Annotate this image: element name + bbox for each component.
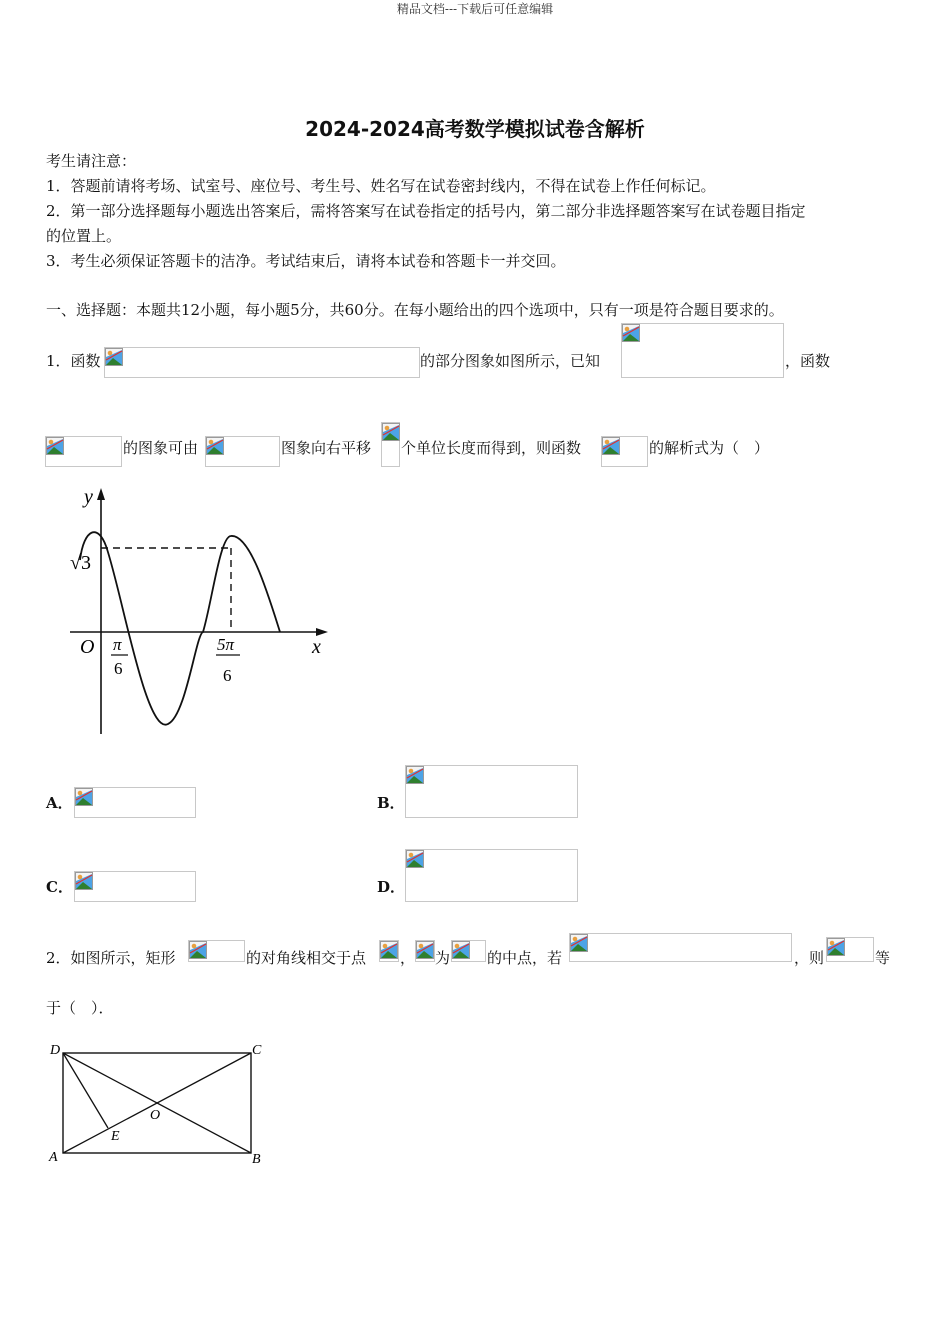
pi-numerator: π — [113, 635, 122, 654]
broken-image-icon — [189, 941, 207, 959]
vertex-c-label: C — [252, 1043, 262, 1058]
vertex-b-label: B — [252, 1152, 261, 1167]
formula-image — [601, 436, 648, 467]
broken-image-icon — [570, 934, 588, 952]
formula-image — [104, 347, 420, 378]
origin-label: O — [80, 636, 95, 658]
option-d-image[interactable] — [405, 849, 578, 902]
sine-curve — [80, 532, 280, 725]
point-e-label: E — [111, 1129, 120, 1144]
x-axis-label: x — [312, 636, 321, 658]
section-heading: 一、选择题：本题共12小题，每小题5分，共60分。在每小题给出的四个选项中，只有一项是符合题目要求的。 — [46, 301, 784, 319]
broken-image-icon — [602, 437, 620, 455]
option-b-image[interactable] — [405, 765, 578, 818]
broken-image-icon — [382, 423, 400, 441]
q2-text-1: 的对角线相交于点 — [246, 949, 367, 967]
vertex-a-label: A — [49, 1150, 58, 1165]
formula-image — [569, 933, 792, 962]
broken-image-icon — [406, 850, 424, 868]
y-axis-arrow — [97, 488, 105, 500]
notice-item-2-cont: 的位置上。 — [46, 227, 122, 245]
q2-text-2: ， — [400, 949, 416, 967]
point-o-label: O — [150, 1108, 161, 1123]
fivepi-numerator: 5π — [217, 635, 235, 654]
broken-image-icon — [622, 324, 640, 342]
q2-text-7: 于（ ）． — [46, 999, 114, 1017]
broken-image-icon — [827, 938, 845, 956]
formula-image — [415, 940, 435, 962]
broken-image-icon — [46, 437, 64, 455]
broken-image-icon — [206, 437, 224, 455]
q1-text-6: 的解析式为（ ） — [649, 439, 770, 457]
notice-heading: 考生请注意： — [46, 152, 137, 170]
option-a-image[interactable] — [74, 787, 196, 818]
q1-text-4: 图象向右平移 — [281, 439, 372, 457]
option-c-label: C． — [46, 878, 73, 896]
formula-image — [826, 937, 874, 962]
q2-text-6: 等 — [875, 949, 891, 967]
option-b-label: B． — [377, 794, 405, 812]
broken-image-icon — [105, 348, 123, 366]
y-axis-label: y — [84, 486, 93, 508]
notice-item-1: 1．答题前请将考场、试室号、座位号、考生号、姓名写在试卷密封线内，不得在试卷上作任何标记。 — [46, 177, 716, 195]
broken-image-icon — [75, 788, 93, 806]
broken-image-icon — [75, 872, 93, 890]
vertex-d-label: D — [50, 1043, 61, 1058]
broken-image-icon — [416, 941, 434, 959]
option-c-image[interactable] — [74, 871, 196, 902]
formula-image — [379, 940, 399, 962]
x-axis-arrow — [316, 628, 328, 636]
q2-text-5: ，则 — [794, 949, 825, 967]
notice-item-2: 2．第一部分选择题每小题选出答案后，需将答案写在试卷指定的括号内，第二部分非选择题答案写在试卷题目指定 — [46, 202, 806, 220]
sine-graph-figure — [60, 484, 335, 736]
formula-image — [381, 422, 400, 467]
q1-text-3: 的图象可由 — [123, 439, 199, 457]
formula-image — [205, 436, 280, 467]
page-watermark-header: 精品文档---下载后可任意编辑 — [396, 2, 554, 16]
formula-image — [188, 940, 245, 962]
formula-image — [45, 436, 122, 467]
rectangle-figure — [44, 1040, 274, 1170]
q1-text-2: ，函数 — [785, 352, 831, 370]
fivepi-denominator: 6 — [223, 666, 232, 685]
q1-text-5: 个单位长度而得到，则函数 — [401, 439, 582, 457]
sqrt3-tick-label: √3 — [70, 552, 91, 574]
notice-item-3: 3．考生必须保证答题卡的洁净。考试结束后，请将本试卷和答题卡一并交回。 — [46, 252, 566, 270]
option-d-label: D． — [377, 878, 406, 896]
broken-image-icon — [452, 941, 470, 959]
formula-image — [621, 323, 784, 378]
q2-text-4: 的中点，若 — [487, 949, 563, 967]
formula-image — [451, 940, 486, 962]
q1-label: 1．函数 — [46, 352, 101, 370]
page-title: 2024-2024高考数学模拟试卷含解析 — [305, 117, 645, 141]
q2-text-3: 为 — [435, 949, 451, 967]
broken-image-icon — [406, 766, 424, 784]
broken-image-icon — [380, 941, 398, 959]
option-a-label: A． — [46, 794, 73, 812]
pi-denominator: 6 — [114, 659, 123, 678]
q2-label: 2．如图所示，矩形 — [46, 949, 176, 967]
q1-text-1: 的部分图象如图所示，已知 — [420, 352, 601, 370]
